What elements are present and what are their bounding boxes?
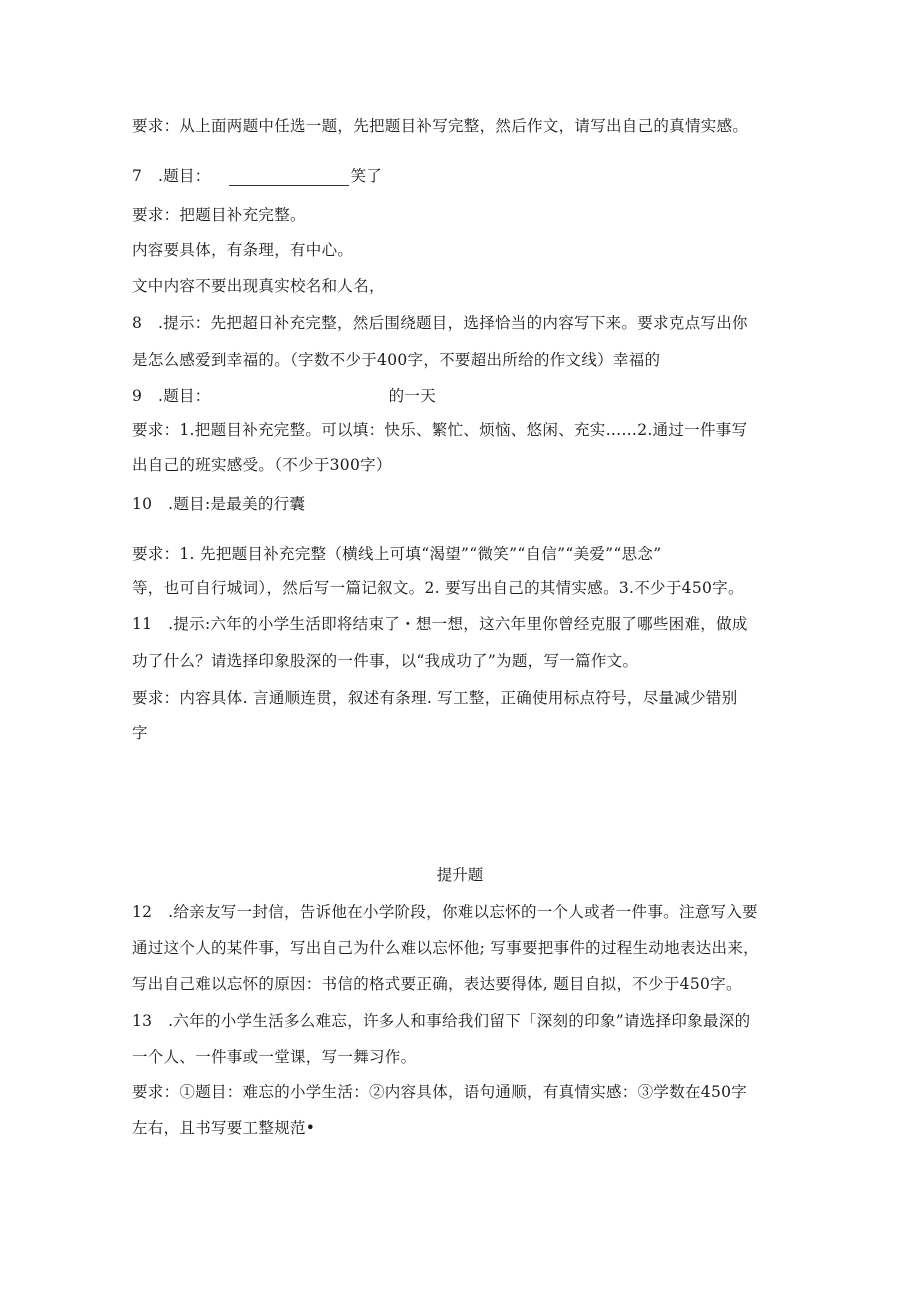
q13-line-2: 一个人、一件事或一堂课，写一舞习作。	[132, 1048, 417, 1066]
q8-line-2: 是怎么感爱到幸福的。（字数不少于400字，不要超出所给的作文线）幸福的	[132, 351, 661, 369]
q11-line-1: 11 .提示:六年的小学生活即将结束了・想一想，这六年里你曾经克服了哪些困难，做成	[132, 615, 748, 633]
q11-requirement-2: 字	[132, 724, 148, 742]
q11-requirement-1: 要求：内容具体. 言通顺连贯，叙述有条理. 写工整，正确使用标点符号，尽量减少错别	[132, 689, 738, 707]
q7-title-blank	[229, 169, 349, 186]
q9-requirement-1: 要求：1.把题目补充完整。可以填：快乐、繁忙、烦恼、悠闲、充实……2.通过一件事写	[132, 421, 748, 439]
q12-line-2: 通过这个人的某件事，写出自己为什么难以忘怀他; 写事要把事件的过程生动地表达出来，	[132, 939, 759, 957]
q7-title-prefix: 7 .题目：	[132, 167, 211, 185]
q7-requirement-1: 要求：把题目补充完整。	[132, 206, 306, 224]
q8-line-1: 8 .提示：先把超日补充完整，然后围绕题目，选择恰当的内容写下来。要求克点写出你	[132, 314, 748, 332]
intro-requirement: 要求：从上面两题中任选一题，先把题目补写完整，然后作文，请写出自己的真情实感。	[132, 117, 749, 135]
q10-title: 10 .题目:是最美的行囊	[132, 495, 306, 513]
q7-title-suffix: 笑了	[350, 167, 383, 185]
q11-line-2: 功了什么？请选择印象股深的一件事，以“我成功了”为题，写一篇作文。	[132, 652, 639, 670]
q12-line-1: 12 .给亲友写一封信，告诉他在小学阶段，你难以忘怀的一个人或者一件事。注意写入要	[132, 903, 758, 921]
q12-line-3: 写出自己难以忘怀的原因：书信的格式要正确，表达要得体, 题目自拟，不少于450字。	[132, 975, 742, 993]
section-heading: 提升题	[436, 866, 484, 884]
q7-requirement-3: 文中内容不要出现真实校名和人名，	[132, 277, 385, 295]
q13-line-1: 13 .六年的小学生活多么难忘，许多人和事给我们留下「深刻的印象”请选择印象最深的	[132, 1012, 751, 1030]
q9-title	[132, 386, 436, 406]
q10-requirement-1: 要求：1. 先把题目补充完整（横线上可填“渴望”“微笑”“自信”“美爱”“思念”	[132, 545, 662, 563]
q10-requirement-2: 等，也可自行城词），然后写一篇记叙文。2. 要写出自己的其情实感。3.不少于450字。	[132, 579, 744, 597]
q13-requirement-1: 要求：①题目：难忘的小学生活：②内容具体，语句通顺，有真情实感：③学数在450字	[132, 1083, 748, 1101]
q9-requirement-2: 出自己的班实感受。（不少于300字）	[132, 456, 392, 474]
q7-title	[132, 166, 382, 186]
q9-title-suffix: 的一天	[388, 387, 436, 405]
q9-title-prefix: 9 .题目：	[132, 387, 211, 405]
q7-requirement-2: 内容要具体，有条理，有中心。	[132, 241, 354, 259]
q13-requirement-2: 左右，且书写要工整规范•	[132, 1119, 316, 1137]
